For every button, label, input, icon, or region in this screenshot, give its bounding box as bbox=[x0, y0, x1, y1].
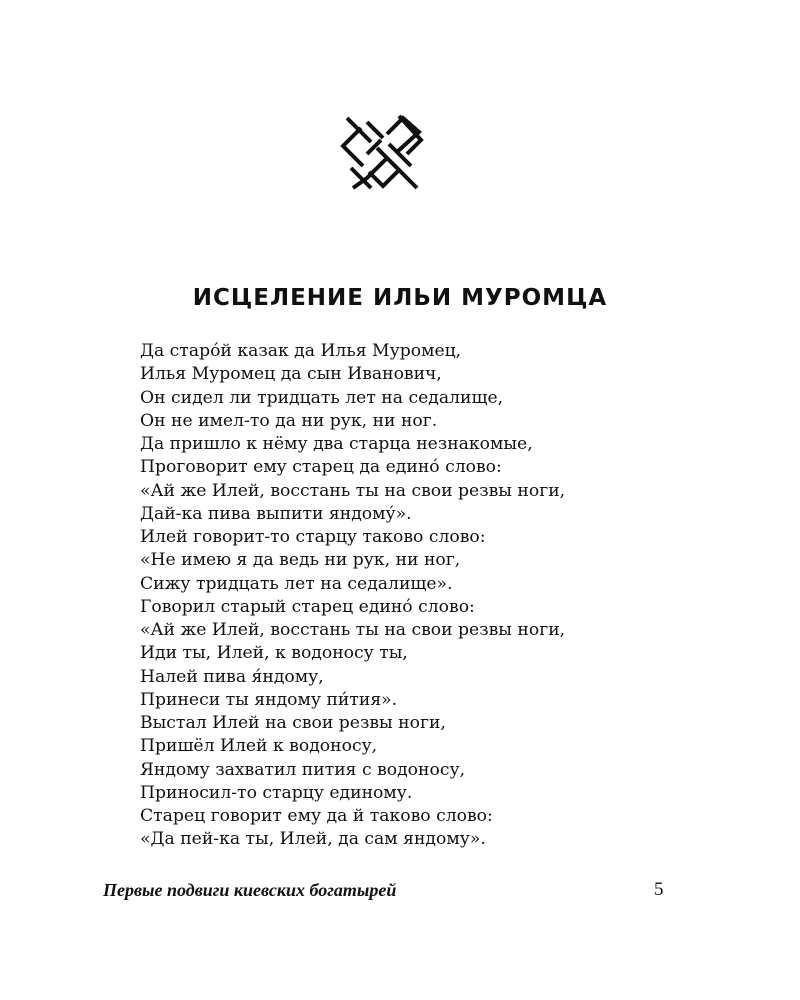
poem-line: Дай-ка пива выпити яндому́». bbox=[140, 503, 412, 524]
poem-line: Налей пива я́ндому, bbox=[140, 666, 324, 687]
poem-line: Яндому захватил пития с водоносу, bbox=[140, 759, 466, 780]
poem-line: Говорил старый старец едино́ слово: bbox=[140, 596, 475, 617]
poem-line: «Да пей-ка ты, Илей, да сам яндому». bbox=[140, 829, 486, 850]
page-number: 5 bbox=[654, 879, 664, 900]
poem-line: Выстал Илей на свои резвы ноги, bbox=[140, 713, 446, 733]
poem-line: Старец говорит ему да й таково слово: bbox=[140, 806, 493, 826]
poem-line: Иди ты, Илей, к водоносу ты, bbox=[140, 643, 408, 664]
poem-text bbox=[140, 340, 760, 852]
poem-line: «Ай же Илей, восстань ты на свои резвы ноги, bbox=[140, 620, 566, 640]
poem-line: Да пришло к нёму два старца незнакомые, bbox=[140, 434, 533, 454]
page-title: ИСЦЕЛЕНИЕ ИЛЬИ МУРОМЦА bbox=[192, 285, 608, 311]
poem-line: Пришёл Илей к водоносу, bbox=[140, 736, 378, 757]
poem-line: Да старо́й казак да Илья Муромец, bbox=[140, 341, 462, 361]
poem-line: «Ай же Илей, восстань ты на свои резвы ноги, bbox=[140, 480, 566, 501]
poem-line: Илья Муромец да сын Иванович, bbox=[140, 364, 442, 385]
knot-ornament-icon bbox=[337, 112, 429, 194]
poem-line: Илей говорит-то старцу таково слово: bbox=[140, 527, 486, 547]
poem-line: Сижу тридцать лет на седалище». bbox=[140, 573, 453, 594]
poem-line: Приносил-то старцу единому. bbox=[140, 782, 413, 803]
poem-line: Принеси ты яндому пи́тия». bbox=[140, 689, 398, 710]
running-footer-book-title: Первые подвиги киевских богатырей bbox=[103, 880, 397, 900]
poem-line: Он сидел ли тридцать лет на седалище, bbox=[140, 387, 504, 408]
poem-line: «Не имею я да ведь ни рук, ни ног, bbox=[140, 550, 461, 571]
poem-line: Проговорит ему старец да едино́ слово: bbox=[140, 457, 502, 478]
poem-line: Он не имел-то да ни рук, ни ног. bbox=[140, 410, 438, 431]
